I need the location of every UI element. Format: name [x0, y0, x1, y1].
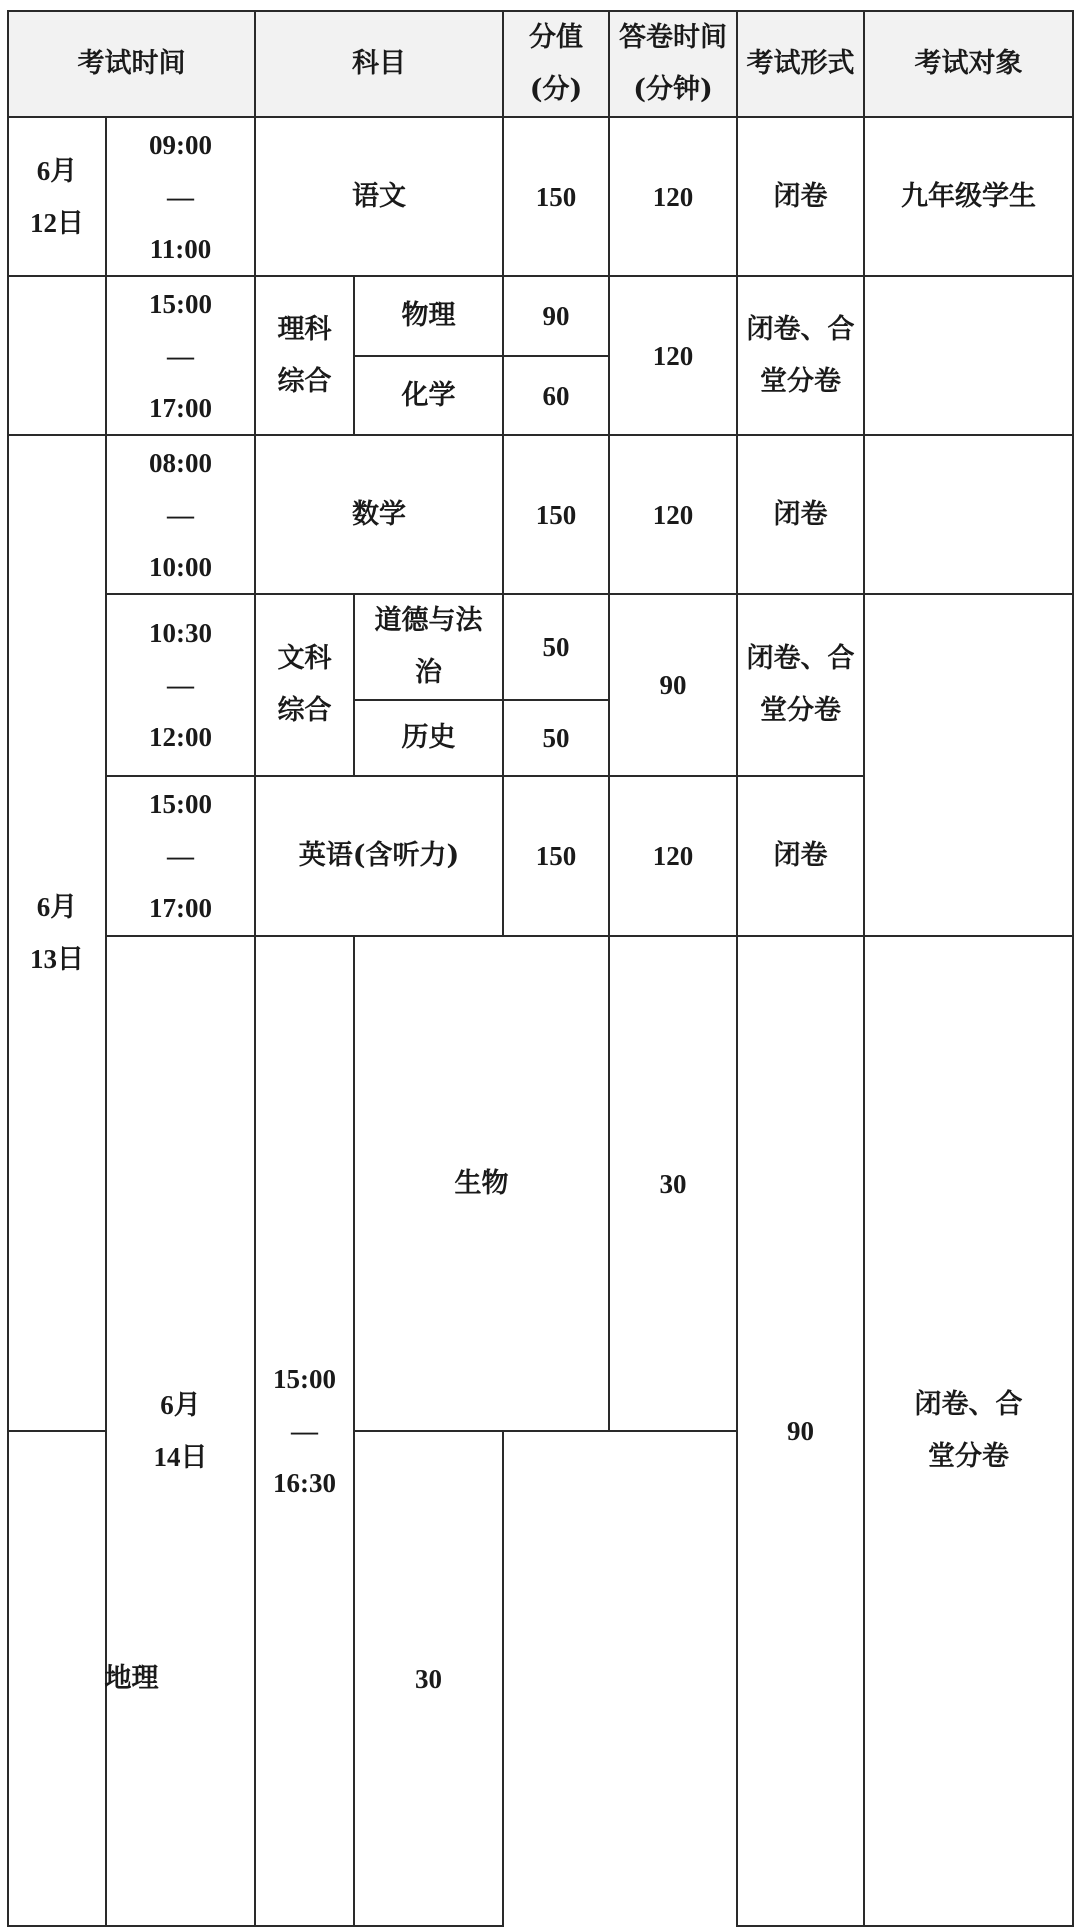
- score-history: 50: [503, 700, 609, 776]
- header-subject: 科目: [255, 11, 503, 117]
- score-english: 150: [503, 776, 609, 936]
- format-arts: [737, 594, 864, 776]
- time-end: 17:00: [149, 392, 212, 423]
- format-line: 堂分卷: [928, 1441, 1009, 1472]
- time-dash: —: [167, 181, 194, 212]
- duration-bio-geo: 90: [737, 936, 864, 1926]
- subject-physics: 物理: [354, 276, 503, 356]
- time-start: 09:00: [149, 129, 212, 160]
- subject-geography: 地理: [8, 1431, 255, 1926]
- time-dash: —: [167, 841, 194, 871]
- subject-math: 数学: [255, 435, 503, 594]
- format-line: 堂分卷: [760, 695, 841, 726]
- date-line: 6月: [36, 155, 78, 186]
- subject-history: 历史: [354, 700, 503, 776]
- time-range: [106, 594, 255, 776]
- time-dash: —: [291, 1416, 318, 1446]
- subject-chemistry: 化学: [354, 356, 503, 435]
- time-dash: —: [167, 340, 194, 371]
- group-line: 综合: [277, 365, 332, 397]
- header-format: 考试形式: [737, 11, 864, 117]
- header-duration-line1: 答卷时间: [619, 22, 727, 53]
- format-science: [737, 276, 864, 435]
- score-chinese: 150: [503, 117, 609, 276]
- date-june-13: [8, 435, 106, 1431]
- subject-group-arts: [255, 594, 354, 776]
- exam-schedule: [7, 10, 1074, 1927]
- table-row: [8, 936, 1073, 1431]
- time-dash: —: [167, 670, 194, 700]
- time-start: 15:00: [149, 789, 212, 819]
- date-june-12: [8, 117, 106, 276]
- format-chinese: 闭卷: [737, 117, 864, 276]
- table-row: [8, 117, 1073, 276]
- header-duration-line2: (分钟): [633, 74, 713, 105]
- format-line: 闭卷、合: [914, 1389, 1023, 1420]
- header-duration: [609, 11, 737, 117]
- subject-english: 英语(含听力): [255, 776, 503, 936]
- date-line: 6月: [36, 892, 78, 922]
- header-target: 考试对象: [864, 11, 1073, 117]
- header-score-line1: 分值: [529, 22, 583, 53]
- score-chemistry: 60: [503, 356, 609, 435]
- time-range: [106, 276, 255, 435]
- score-math: 150: [503, 435, 609, 594]
- subject-chinese: 语文: [255, 117, 503, 276]
- table-row: [8, 276, 1073, 356]
- date-empty: [8, 276, 106, 435]
- time-end: 11:00: [149, 233, 212, 264]
- table-row: [8, 594, 1073, 700]
- format-math: 闭卷: [737, 435, 864, 594]
- score-physics: 90: [503, 276, 609, 356]
- score-geography: 30: [354, 1431, 503, 1926]
- format-english: 闭卷: [737, 776, 864, 936]
- time-start: 15:00: [149, 288, 212, 319]
- header-score: [503, 11, 609, 117]
- format-line: 闭卷、合: [746, 643, 855, 674]
- time-start: 08:00: [149, 447, 212, 478]
- subject-line: 治: [415, 657, 442, 688]
- target-empty: [864, 435, 1073, 594]
- date-line: 6月: [160, 1390, 201, 1420]
- target-grade9: 九年级学生: [864, 117, 1073, 276]
- date-line: 14日: [153, 1442, 208, 1472]
- time-range: [106, 435, 255, 594]
- group-line: 理科: [277, 313, 332, 345]
- format-bio-geo: [864, 936, 1073, 1926]
- score-ethics: 50: [503, 594, 609, 700]
- duration-chinese: 120: [609, 117, 737, 276]
- score-biology: 30: [609, 936, 737, 1431]
- exam-schedule-table: [7, 10, 1074, 1927]
- subject-line: 道德与法: [374, 605, 483, 636]
- duration-science: 120: [609, 276, 737, 435]
- subject-group-science: [255, 276, 354, 435]
- header-exam-time: 考试时间: [8, 11, 255, 117]
- group-line: 综合: [277, 695, 332, 726]
- date-line: 12日: [30, 207, 84, 238]
- time-end: 10:00: [149, 551, 212, 582]
- time-dash: —: [167, 499, 194, 530]
- time-start: 10:30: [149, 618, 212, 648]
- duration-english: 120: [609, 776, 737, 936]
- subject-biology: 生物: [354, 936, 609, 1431]
- format-line: 堂分卷: [760, 365, 841, 397]
- date-line: 13日: [30, 944, 84, 974]
- group-line: 文科: [277, 643, 332, 674]
- time-end: 17:00: [149, 893, 212, 923]
- time-range: [255, 936, 354, 1926]
- subject-ethics: [354, 594, 503, 700]
- time-end: 16:30: [273, 1468, 336, 1498]
- time-range: [106, 776, 255, 936]
- time-end: 12:00: [149, 722, 212, 752]
- header-row: [8, 11, 1073, 117]
- table-row: [8, 435, 1073, 594]
- duration-math: 120: [609, 435, 737, 594]
- time-start: 15:00: [273, 1364, 336, 1394]
- duration-arts: 90: [609, 594, 737, 776]
- target-empty: [864, 594, 1073, 936]
- header-score-line2: (分): [529, 74, 583, 105]
- time-range: [106, 117, 255, 276]
- format-line: 闭卷、合: [746, 313, 855, 345]
- target-empty: [864, 276, 1073, 435]
